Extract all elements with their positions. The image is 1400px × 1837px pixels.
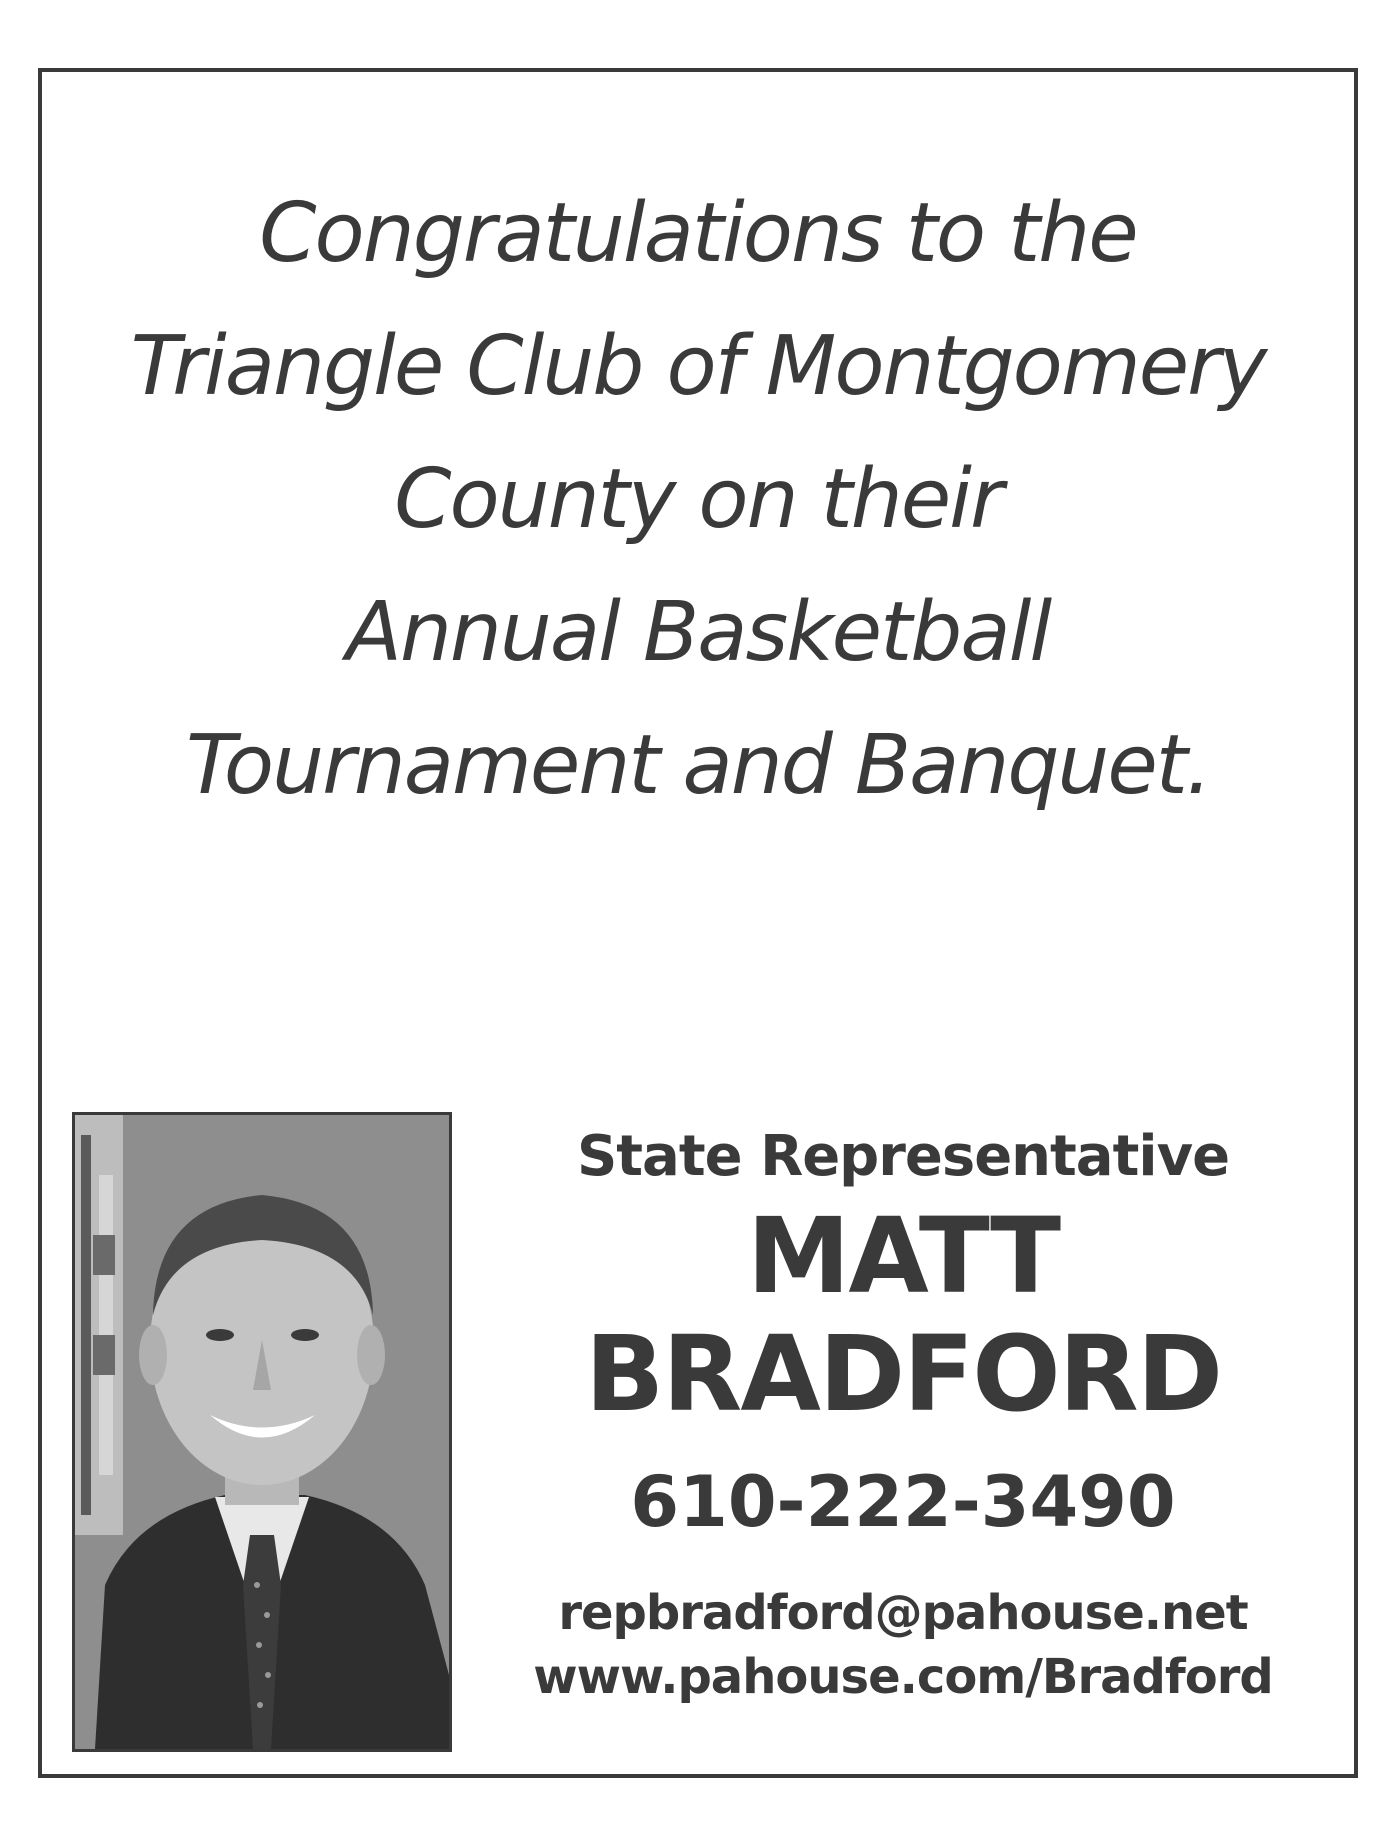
ad-frame (38, 68, 1358, 1778)
portrait-photo (72, 1112, 452, 1752)
headline-line-5: Tournament and Banquet. (185, 718, 1211, 813)
representative-title: State Representative (576, 1124, 1230, 1189)
headline (42, 167, 1354, 832)
first-name: MATT (746, 1195, 1060, 1317)
phone-number: 610-222-3490 (630, 1461, 1176, 1543)
online-contact (472, 1581, 1334, 1709)
portrait-illustration (75, 1115, 449, 1749)
headline-line-4: Annual Basketball (345, 585, 1051, 680)
last-name: BRADFORD (584, 1313, 1222, 1435)
website-url: www.pahouse.com/Bradford (533, 1649, 1273, 1705)
headline-line-2: Triangle Club of Montgomery (130, 319, 1266, 414)
email-address: repbradford@pahouse.net (558, 1585, 1248, 1641)
headline-line-1: Congratulations to the (259, 186, 1137, 281)
contact-block (472, 1117, 1334, 1709)
headline-line-3: County on their (394, 452, 1002, 547)
